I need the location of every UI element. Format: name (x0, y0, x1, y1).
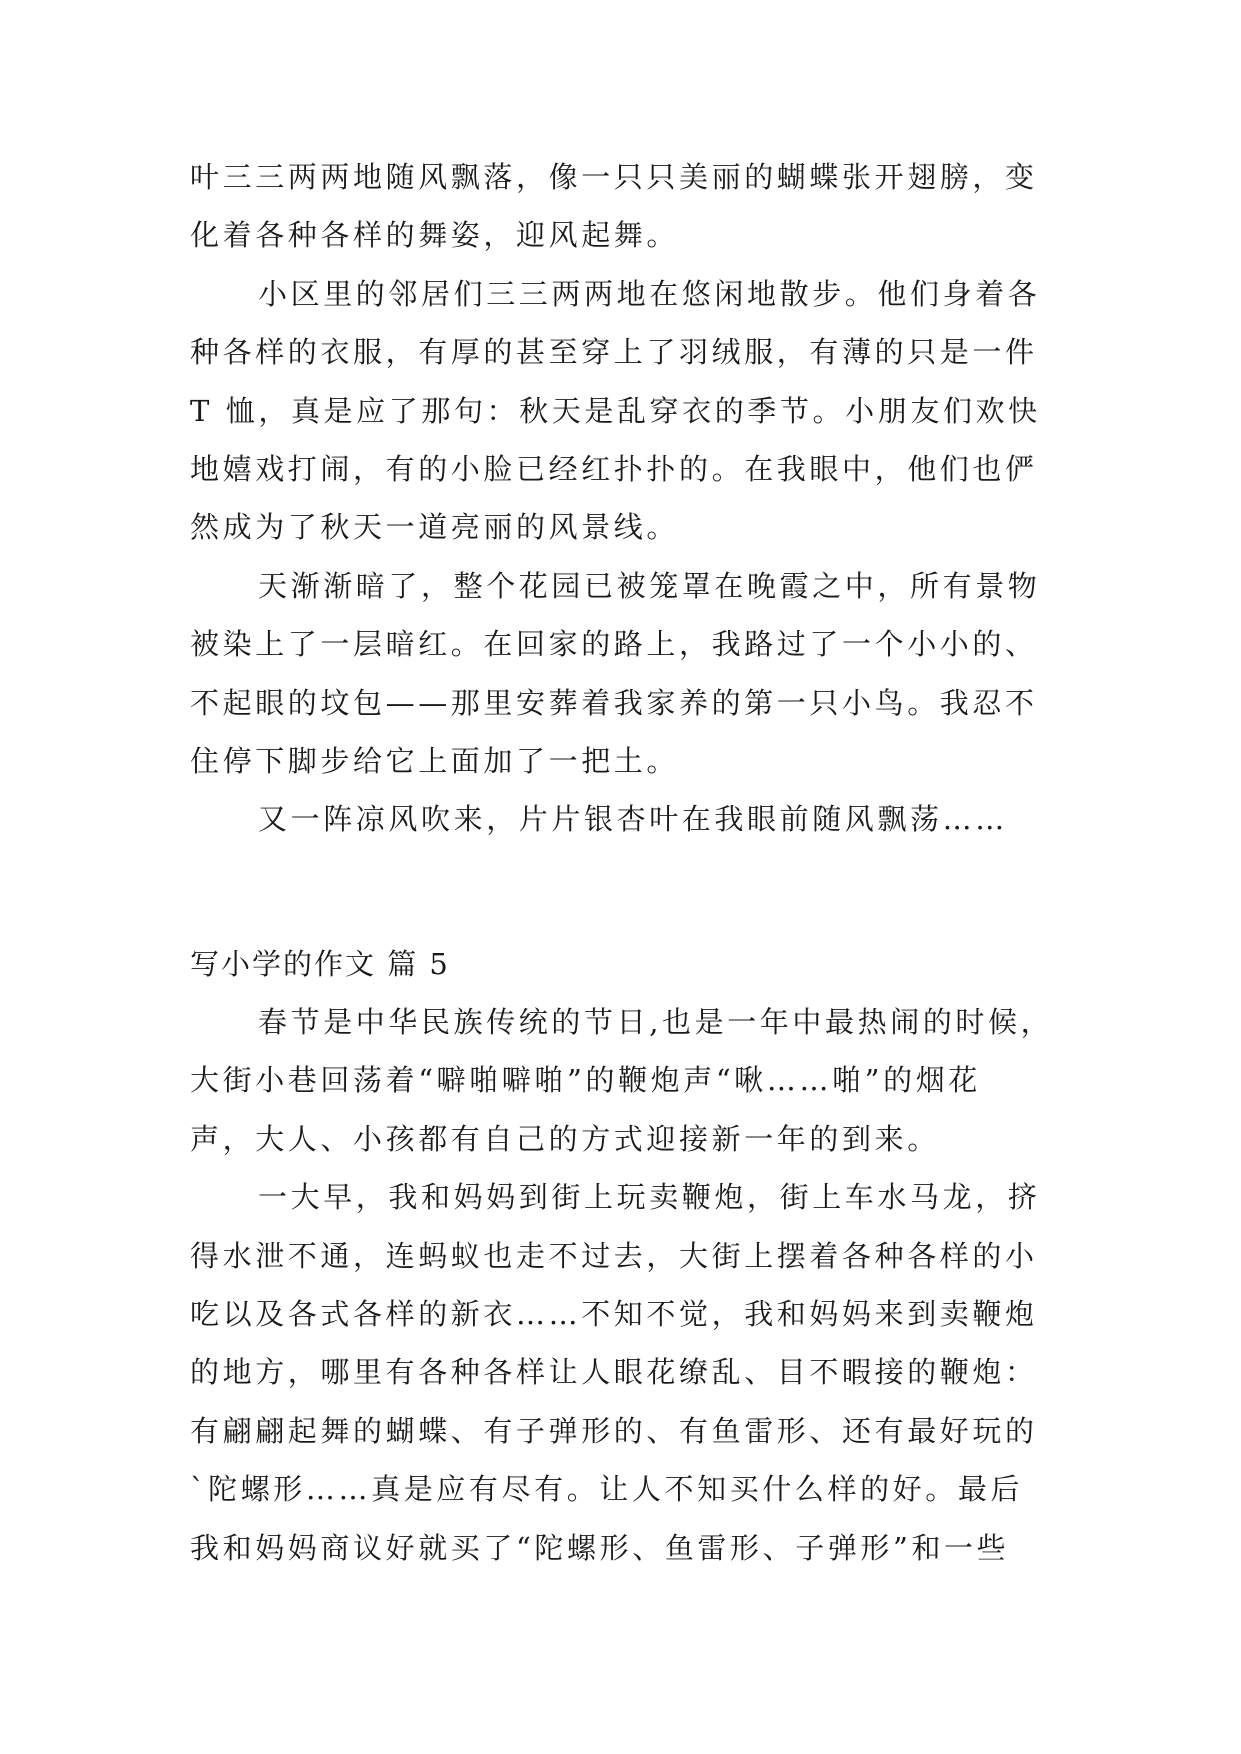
paragraph-line: 有翩翩起舞的蝴蝶、有子弹形的、有鱼雷形、还有最好玩的 (190, 1413, 1038, 1448)
paragraph-line: 吃以及各式各样的新衣……不知不觉，我和妈妈来到卖鞭炮 (190, 1297, 1038, 1332)
paragraph-line: 叶三三两两地随风飘落，像一只只美丽的蝴蝶张开翅膀，变 (190, 160, 1038, 194)
paragraph-line: 一大早，我和妈妈到街上玩卖鞭炮，街上车水马龙，挤 (258, 1180, 1041, 1215)
paragraph-line: 我和妈妈商议好就买了“陀螺形、鱼雷形、子弹形”和一些 (190, 1530, 1010, 1565)
paragraph-line: 春节是中华民族传统的节日,也是一年中最热闹的时候， (258, 1005, 1054, 1040)
document-body (190, 148, 1054, 1577)
paragraph-line: `陀螺形……真是应有尽有。让人不知买什么样的好。最后 (190, 1472, 1024, 1507)
paragraph-line: 种各样的衣服，有厚的甚至穿上了羽绒服，有薄的只是一件 (190, 335, 1038, 370)
paragraph-line: 不起眼的坟包——那里安葬着我家养的第一只小鸟。我忍不 (190, 685, 1038, 720)
paragraph-line: 地嬉戏打闹，有的小脸已经红扑扑的。在我眼中，他们也俨 (190, 451, 1038, 486)
section-heading: 写小学的作文 篇 5 (190, 946, 450, 981)
paragraph-line: 小区里的邻居们三三两两地在悠闲地散步。他们身着各 (258, 276, 1041, 311)
section-gap (190, 849, 1050, 935)
paragraph-line: 的地方，哪里有各种各样让人眼花缭乱、目不暇接的鞭炮： (190, 1355, 1038, 1390)
paragraph-line: 得水泄不通，连蚂蚁也走不过去，大街上摆着各种各样的小 (190, 1238, 1038, 1273)
paragraph-line: 被染上了一层暗红。在回家的路上，我路过了一个小小的、 (190, 627, 1038, 662)
paragraph-line: 又一阵凉风吹来，片片银杏叶在我眼前随风飘荡…… (258, 802, 1008, 837)
paragraph-line: 住停下脚步给它上面加了一把土。 (190, 743, 680, 778)
paragraph-line: T 恤，真是应了那句：秋天是乱穿衣的季节。小朋友们欢快 (190, 393, 1041, 428)
paragraph-line: 然成为了秋天一道亮丽的风景线。 (190, 510, 680, 545)
paragraph-line: 大街小巷回荡着“噼啪噼啪”的鞭炮声“啾……啪”的烟花 (190, 1063, 981, 1098)
paragraph-line: 化着各种各样的舞姿，迎风起舞。 (190, 218, 680, 253)
paragraph-line: 天渐渐暗了，整个花园已被笼罩在晚霞之中，所有景物 (258, 568, 1041, 603)
paragraph-line: 声，大人、小孩都有自己的方式迎接新一年的到来。 (190, 1121, 940, 1156)
